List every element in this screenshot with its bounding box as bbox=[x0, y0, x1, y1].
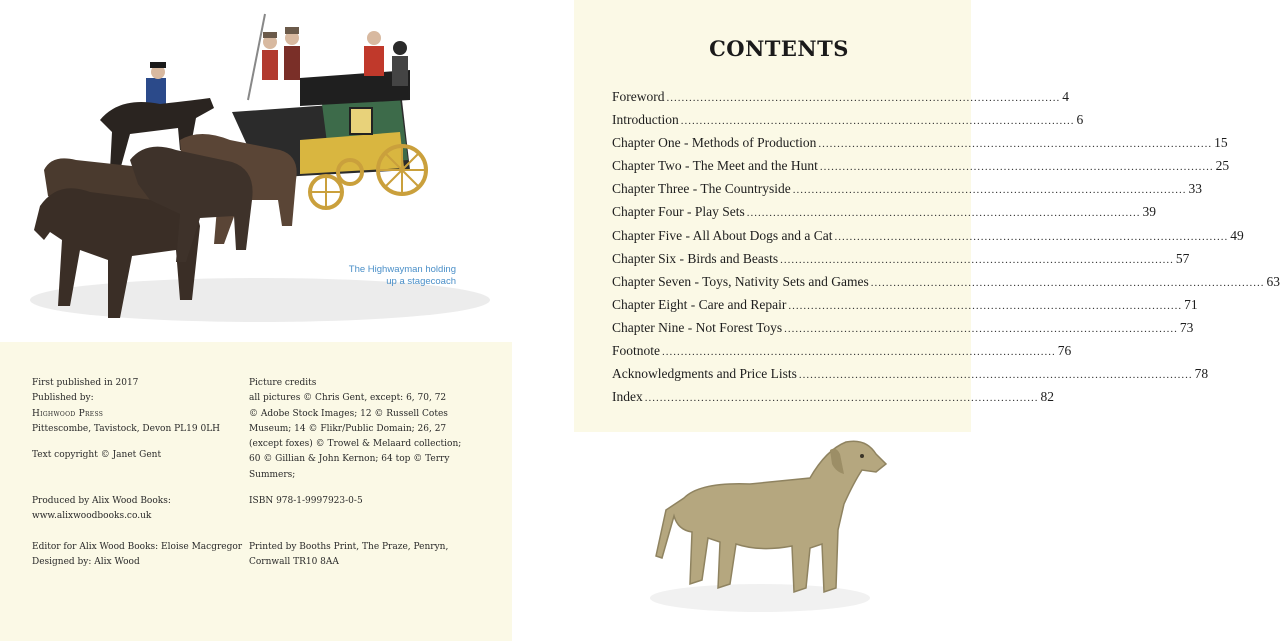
toc-title: Chapter One - Methods of Production bbox=[612, 135, 817, 151]
toc-page: 78 bbox=[1194, 366, 1209, 382]
credits-line-2: © Adobe Stock Images; 12 © Russell Cotes bbox=[249, 408, 448, 419]
toc-title: Chapter Four - Play Sets bbox=[612, 204, 745, 220]
toc-entry-index[interactable] bbox=[612, 389, 1054, 412]
toc-page: 63 bbox=[1266, 273, 1280, 289]
picture-credits-heading: Picture credits bbox=[249, 378, 317, 388]
stagecoach-illustration bbox=[0, 0, 512, 342]
produced-by-text: Produced by Alix Wood Books: bbox=[32, 496, 171, 506]
dog-figure-illustration bbox=[640, 420, 900, 620]
editor-block bbox=[32, 540, 242, 571]
toc-leader: ......................................................................................................... bbox=[870, 276, 1265, 289]
contents-panel bbox=[574, 0, 1280, 432]
toc-entry-chapter-three[interactable] bbox=[612, 181, 1202, 204]
toc-page: 57 bbox=[1175, 250, 1190, 266]
toc-entry-chapter-five[interactable] bbox=[612, 227, 1244, 251]
editor-text: Editor for Alix Wood Books: Eloise Macgregor bbox=[32, 542, 243, 552]
imprint-column-a bbox=[32, 376, 220, 437]
credits-line-4: (except foxes) © Trowel & Melaard collection; bbox=[249, 439, 462, 450]
toc-entry-chapter-seven[interactable] bbox=[612, 273, 1280, 297]
toc-title: Chapter Two - The Meet and the Hunt bbox=[612, 158, 818, 174]
toc-entry-chapter-two[interactable] bbox=[612, 158, 1230, 181]
contents-title: CONTENTS bbox=[709, 36, 849, 61]
stagecoach-photo bbox=[0, 0, 512, 342]
toc-title: Introduction bbox=[612, 112, 679, 128]
toc-title: Chapter Eight - Care and Repair bbox=[612, 296, 787, 312]
toc-page: 25 bbox=[1215, 158, 1230, 174]
toc-title: Chapter Three - The Countryside bbox=[612, 181, 791, 197]
toc-page: 82 bbox=[1040, 389, 1054, 405]
toc-entry-acknowledgments[interactable] bbox=[612, 366, 1209, 389]
toc-leader: ......................................................................................................... bbox=[746, 207, 1141, 220]
producer-block bbox=[32, 494, 171, 525]
toc-title: Chapter Six - Birds and Beasts bbox=[612, 250, 779, 266]
toc-entry-chapter-nine[interactable] bbox=[612, 319, 1194, 343]
printer-line-1: Printed by Booths Print, The Praze, Penryn, bbox=[249, 542, 449, 552]
toc-leader: ......................................................................................................... bbox=[788, 299, 1183, 312]
printer-line-2: Cornwall TR10 8AA bbox=[249, 557, 339, 568]
toc-page: 4 bbox=[1062, 89, 1069, 104]
toc-entry-chapter-one[interactable] bbox=[612, 135, 1228, 158]
toc-title: Footnote bbox=[612, 343, 661, 359]
picture-credits-block bbox=[249, 376, 485, 483]
toc-page: 6 bbox=[1076, 112, 1084, 128]
toc-leader: ......................................................................................................... bbox=[680, 115, 1075, 128]
dog-photo bbox=[640, 420, 900, 624]
toc-title: Chapter Seven - Toys, Nativity Sets and Games bbox=[612, 273, 869, 289]
producer-url: www.alixwoodbooks.co.uk bbox=[32, 511, 152, 522]
toc-leader: ......................................................................................................... bbox=[784, 322, 1178, 335]
toc-leader: ......................................................................................................... bbox=[819, 161, 1214, 174]
toc-entry-chapter-eight[interactable] bbox=[612, 296, 1198, 320]
toc-page: 73 bbox=[1179, 319, 1194, 335]
credits-line-3: Museum; 14 © Flikr/Public Domain; 26, 27 bbox=[249, 423, 447, 434]
toc-leader: ......................................................................................................... bbox=[818, 138, 1213, 151]
toc-page: 15 bbox=[1214, 135, 1228, 151]
published-by-label: Published by: bbox=[32, 393, 94, 404]
toc-entry-chapter-six[interactable] bbox=[612, 250, 1190, 274]
copyright-block bbox=[32, 448, 161, 463]
publisher-address: Pittescombe, Tavistock, Devon PL19 0LH bbox=[32, 423, 221, 434]
credits-line-5: 60 © Gillian & John Kernon; 64 top © Terry bbox=[249, 454, 450, 465]
toc-page: 33 bbox=[1188, 181, 1202, 197]
toc-title: Chapter Five - All About Dogs and a Cat bbox=[612, 227, 833, 243]
isbn-text: ISBN 978-1-9997923-0-5 bbox=[249, 496, 363, 506]
imprint-panel bbox=[0, 342, 512, 641]
toc-leader: ......................................................................................................... bbox=[780, 253, 1174, 266]
toc-entry-introduction[interactable] bbox=[612, 112, 1084, 135]
publisher-name: Highwood Press bbox=[32, 408, 104, 419]
toc-entry-foreword[interactable] bbox=[612, 89, 1069, 112]
toc-leader: ......................................................................................................... bbox=[798, 369, 1193, 382]
printer-block bbox=[249, 540, 485, 571]
toc-title: Acknowledgments and Price Lists bbox=[612, 366, 797, 382]
toc-page: 49 bbox=[1230, 227, 1244, 243]
toc-entry-chapter-four[interactable] bbox=[612, 204, 1156, 227]
toc-leader: ......................................................................................................... bbox=[666, 92, 1061, 104]
toc-page: 39 bbox=[1142, 204, 1156, 220]
toc-title: Foreword bbox=[612, 89, 665, 104]
caption-line-1: The Highwayman holding bbox=[348, 264, 456, 275]
toc-leader: ......................................................................................................... bbox=[834, 230, 1229, 243]
table-of-contents bbox=[612, 89, 1280, 412]
toc-leader: ......................................................................................................... bbox=[644, 392, 1039, 405]
isbn-block bbox=[249, 494, 485, 509]
designer-text: Designed by: Alix Wood bbox=[32, 557, 140, 568]
toc-leader: ......................................................................................................... bbox=[662, 346, 1056, 359]
toc-entry-footnote[interactable] bbox=[612, 343, 1072, 366]
toc-title: Chapter Nine - Not Forest Toys bbox=[612, 319, 783, 335]
toc-title: Index bbox=[612, 389, 643, 405]
text-copyright: Text copyright © Janet Gent bbox=[32, 450, 162, 460]
toc-page: 71 bbox=[1184, 296, 1198, 312]
toc-leader: ......................................................................................................... bbox=[792, 184, 1187, 197]
credits-line-1: all pictures © Chris Gent, except: 6, 70, 72 bbox=[249, 393, 447, 404]
credits-line-6: Summers; bbox=[249, 469, 296, 480]
first-published-text: First published in 2017 bbox=[32, 378, 139, 388]
caption-line-2: up a stagecoach bbox=[386, 276, 456, 287]
photo-caption bbox=[330, 264, 456, 288]
toc-page: 76 bbox=[1057, 343, 1072, 359]
